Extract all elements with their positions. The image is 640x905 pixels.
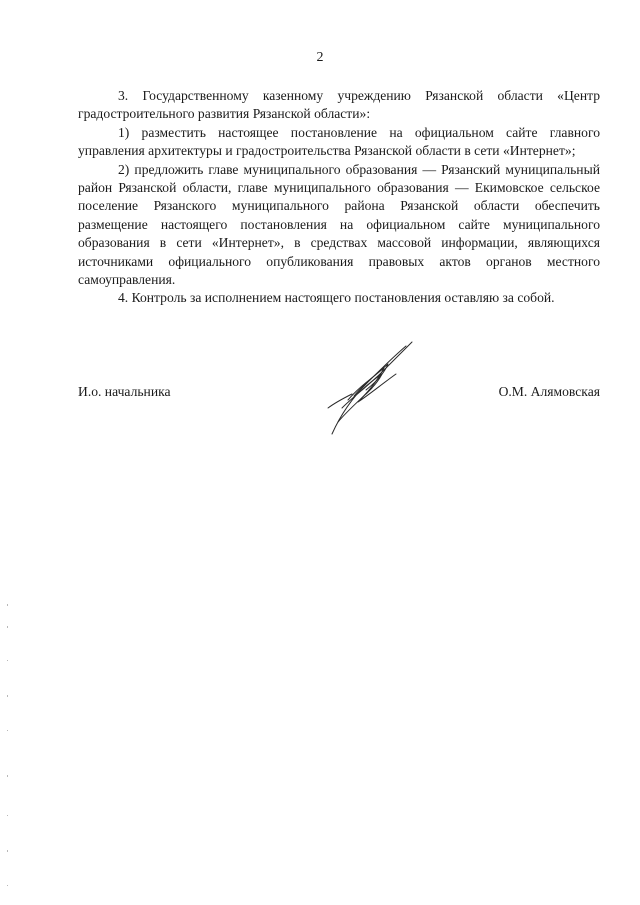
margin-dots <box>6 600 10 900</box>
paragraph-item-4: 4. Контроль за исполнением настоящего постановления оставляю за собой. <box>118 290 555 306</box>
paragraph-subitem-2: 2) предложить главе муниципального образования — Рязанский муниципальный район Рязанской области, главе муниципального образования — Екимовское сельское поселение Рязанского муниципального района Рязанской области обеспечить размещение настоящего постановления на официальном сайте муниципального образования в сети «Интернет», в средствах массовой информации, являющихся источниками официального опубликования правовых актов органов местного самоуправления. <box>78 161 600 288</box>
paragraph-subitem-1: 1) разместить настоящее постановление на официальном сайте главного управления архитектуры и градостроительства Рязанской области в сети «Интернет»; <box>78 124 600 159</box>
signatory-position: И.о. начальника <box>78 384 171 399</box>
document-body <box>78 87 600 308</box>
signatory-name: О.М. Алямовская <box>498 384 600 399</box>
paragraph-item-3: 3. Государственному казенному учреждению Рязанской области «Центр градостроительного развития Рязанской области»: <box>78 88 600 122</box>
page-number: 2 <box>316 50 324 65</box>
handwritten-signature <box>318 338 428 438</box>
